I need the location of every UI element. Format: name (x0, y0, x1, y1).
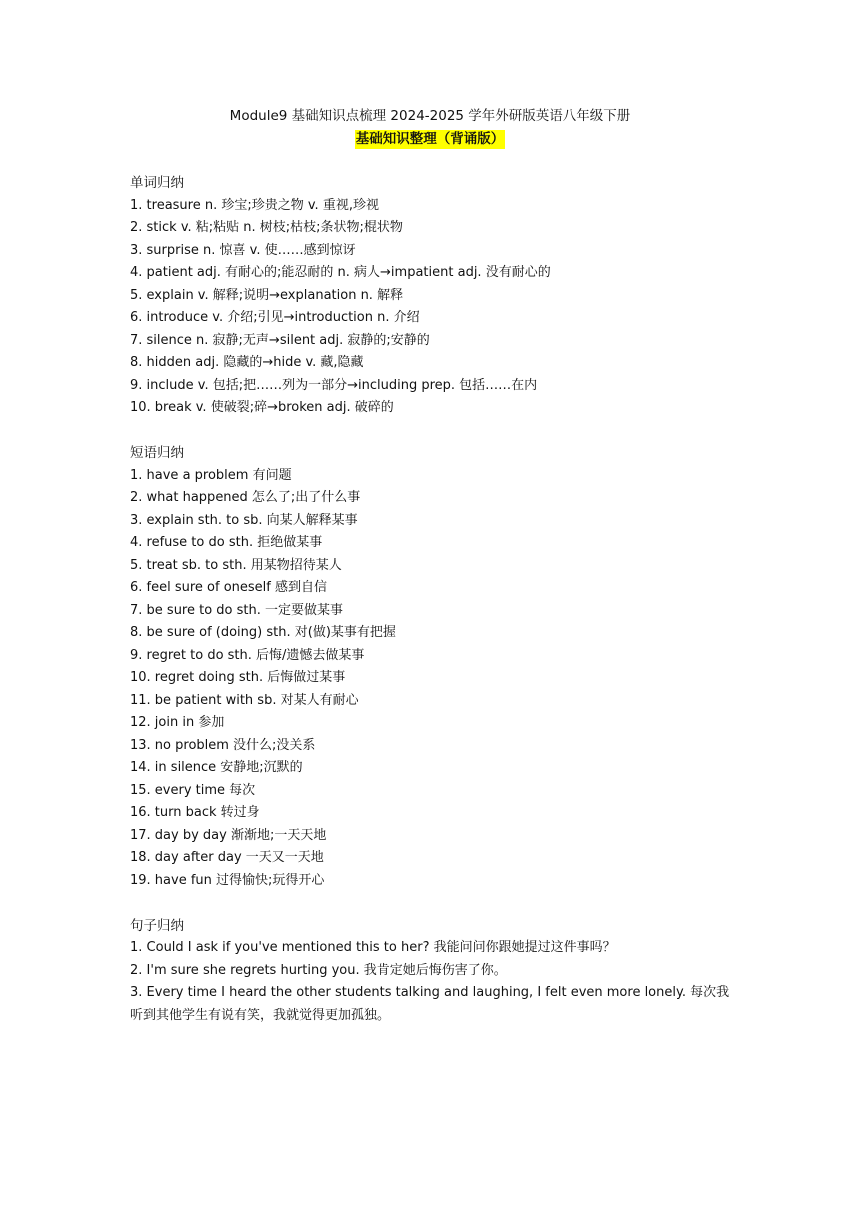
phrase-item: 8. be sure of (doing) sth. 对(做)某事有把握 (130, 625, 396, 640)
phrase-item: 7. be sure to do sth. 一定要做某事 (130, 602, 344, 618)
sentences-list (130, 937, 740, 1027)
word-item: 10. break v. 使破裂;碎→broken adj. 破碎的 (130, 400, 394, 415)
phrase-item: 1. have a problem 有问题 (130, 467, 292, 483)
word-item: 4. patient adj. 有耐心的;能忍耐的 n. 病人→impatient adj. 没有耐心的 (130, 265, 551, 280)
document-subtitle-highlighted: 基础知识整理（背诵版） (355, 131, 505, 147)
document-title: Module9 基础知识点梳理 2024-2025 学年外研版英语八年级下册 (229, 108, 631, 124)
sentences-section-heading: 句子归纳 (130, 917, 184, 934)
phrase-item: 5. treat sb. to sth. 用某物招待某人 (130, 557, 342, 573)
phrase-item: 4. refuse to do sth. 拒绝做某事 (130, 535, 323, 550)
phrase-item: 18. day after day 一天又一天地 (130, 850, 324, 865)
words-section-heading: 单词归纳 (130, 175, 184, 191)
phrase-item: 13. no problem 没什么;没关系 (130, 737, 316, 753)
words-list (130, 195, 740, 420)
word-item: 5. explain v. 解释;说明→explanation n. 解释 (130, 287, 404, 303)
phrase-item: 6. feel sure of oneself 感到自信 (130, 580, 327, 595)
sentence-item: 2. I'm sure she regrets hurting you. 我肯定她后悔伤害了你。 (130, 962, 507, 978)
word-item: 3. surprise n. 惊喜 v. 使……感到惊讶 (130, 242, 356, 258)
word-item: 6. introduce v. 介绍;引见→introduction n. 介绍 (130, 310, 420, 325)
phrase-item: 10. regret doing sth. 后悔做过某事 (130, 670, 346, 685)
section-spacer (130, 420, 740, 443)
subtitle-row (0, 128, 860, 149)
word-item: 1. treasure n. 珍宝;珍贵之物 v. 重视,珍视 (130, 197, 379, 213)
sentence-item: 3. Every time I heard the other students talking and laughing, I felt even more lonely. 每次我听到其他学生有说有笑，我就觉得更加孤独。 (130, 985, 730, 1023)
word-item: 9. include v. 包括;把……列为一部分→including prep. 包括……在内 (130, 377, 538, 393)
phrases-section-heading: 短语归纳 (130, 445, 184, 461)
phrase-item: 19. have fun 过得愉快;玩得开心 (130, 872, 325, 888)
sentence-item: 1. Could I ask if you've mentioned this to her? 我能问问你跟她提过这件事吗？ (130, 940, 616, 955)
phrase-item: 11. be patient with sb. 对某人有耐心 (130, 692, 359, 708)
phrase-item: 14. in silence 安静地;沉默的 (130, 760, 303, 775)
phrase-item: 3. explain sth. to sb. 向某人解释某事 (130, 512, 358, 528)
word-item: 8. hidden adj. 隐藏的→hide v. 藏,隐藏 (130, 355, 364, 370)
phrases-list (130, 465, 740, 893)
word-item: 2. stick v. 粘;粘贴 n. 树枝;枯枝;条状物;棍状物 (130, 220, 403, 235)
phrase-item: 15. every time 每次 (130, 782, 256, 798)
phrase-item: 16. turn back 转过身 (130, 805, 260, 820)
phrase-item: 12. join in 参加 (130, 715, 225, 730)
phrase-item: 17. day by day 渐渐地;一天天地 (130, 827, 327, 843)
document-body (130, 172, 740, 1027)
word-item: 7. silence n. 寂静;无声→silent adj. 寂静的;安静的 (130, 332, 430, 348)
section-spacer (130, 892, 740, 915)
phrase-item: 2. what happened 怎么了;出了什么事 (130, 490, 361, 505)
phrase-item: 9. regret to do sth. 后悔/遗憾去做某事 (130, 647, 365, 663)
